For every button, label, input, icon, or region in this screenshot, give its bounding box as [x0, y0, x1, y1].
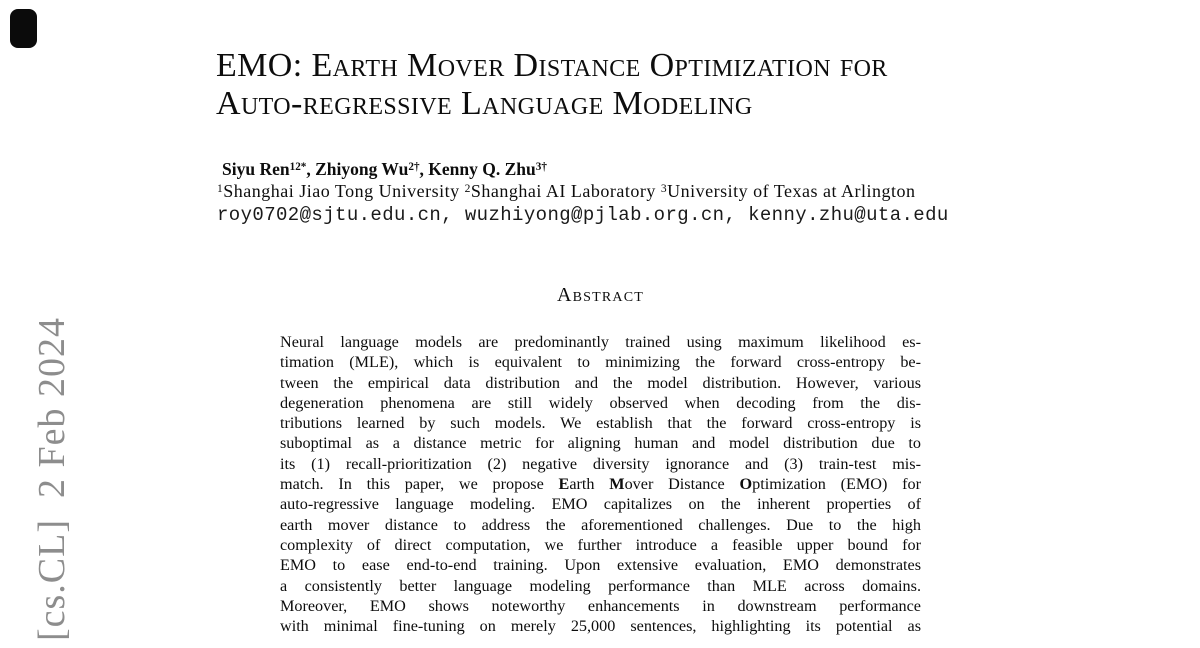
- text-run: with minimal fine-tuning on merely 25,000 sentences, highlighting its potential as: [280, 617, 921, 636]
- text-run: Shanghai Jiao Tong University: [223, 181, 465, 201]
- text-run: Moreover, EMO shows noteworthy enhancements in downstream performance: [280, 596, 921, 615]
- text-run: timation (MLE), which is equivalent to minimizing the forward cross-entropy be-: [280, 353, 921, 372]
- abstract-heading: Abstract: [556, 284, 645, 306]
- abstract-line: [280, 352, 921, 372]
- text-run: Neural language models are predominantly trained using maximum likelihood es-: [280, 333, 921, 351]
- paper-title-line-1: EMO: Earth Mover Distance Optimization for: [216, 47, 888, 84]
- text-run: , Zhiyong Wu: [306, 159, 409, 179]
- text-run: a consistently better language modeling performance than MLE across domains.: [280, 576, 921, 595]
- text-run: E: [558, 475, 570, 494]
- corner-mark: [10, 9, 37, 48]
- text-run: ptimization (EMO) for: [752, 475, 921, 494]
- abstract-line: [280, 474, 921, 494]
- text-run: its (1) recall-prioritization (2) negative diversity ignorance and (3) train-test mis-: [280, 454, 921, 473]
- abstract-line: [280, 413, 921, 433]
- abstract-line: [280, 454, 921, 474]
- text-run: Siyu Ren: [222, 159, 290, 179]
- superscript: 1: [217, 182, 224, 195]
- text-run: match. In this paper, we propose: [280, 475, 559, 494]
- text-run: degeneration phenomena are still widely observed when decoding from the dis-: [280, 393, 921, 412]
- text-run: tween the empirical data distribution and the model distribution. However, various: [280, 373, 921, 392]
- abstract-line: [280, 555, 921, 575]
- paper-title-line-2: Auto-regressive Language Modeling: [216, 85, 753, 122]
- superscript: 3†: [535, 160, 547, 173]
- author-line: [222, 158, 547, 180]
- abstract-line: [280, 393, 921, 413]
- text-run: M: [609, 475, 625, 494]
- affiliation-line: [217, 181, 916, 202]
- text-run: Shanghai AI Laboratory: [470, 181, 661, 201]
- abstract-line: [280, 515, 921, 535]
- paper-title: [216, 47, 888, 123]
- text-run: complexity of direct computation, we further introduce a feasible upper bound for: [280, 535, 921, 554]
- text-run: suboptimal as a distance metric for aligning human and model distribution due to: [280, 434, 921, 453]
- text-run: auto-regressive language modeling. EMO capitalizes on the inherent properties of: [280, 495, 921, 514]
- abstract-line: [280, 596, 921, 616]
- superscript: 3: [660, 182, 668, 195]
- abstract-body: [280, 332, 921, 636]
- text-run: , Kenny Q. Zhu: [419, 159, 536, 179]
- abstract-line: [280, 433, 921, 453]
- text-run: O: [739, 475, 753, 494]
- superscript: 2: [464, 182, 471, 195]
- text-run: University of Texas at Arlington: [667, 181, 916, 201]
- superscript: 2†: [408, 160, 420, 173]
- abstract-line: [280, 535, 921, 555]
- abstract-line: [280, 494, 921, 514]
- text-run: EMO to ease end-to-end training. Upon extensive evaluation, EMO demonstrates: [280, 556, 921, 575]
- abstract-line: [280, 332, 921, 352]
- abstract-line: [280, 616, 921, 636]
- text-run: arth: [569, 475, 610, 494]
- superscript: 12*: [289, 160, 307, 173]
- abstract-line: [280, 373, 921, 393]
- arxiv-stamp: [cs.CL] 2 Feb 2024: [31, 316, 73, 641]
- text-run: tributions learned by such models. We establish that the forward cross-entropy is: [280, 414, 921, 433]
- text-run: earth mover distance to address the aforementioned challenges. Due to the high: [280, 515, 921, 534]
- author-emails: roy0702@sjtu.edu.cn, wuzhiyong@pjlab.org.cn, kenny.zhu@uta.edu: [217, 204, 949, 226]
- abstract-line: [280, 576, 921, 596]
- text-run: over Distance: [624, 475, 740, 494]
